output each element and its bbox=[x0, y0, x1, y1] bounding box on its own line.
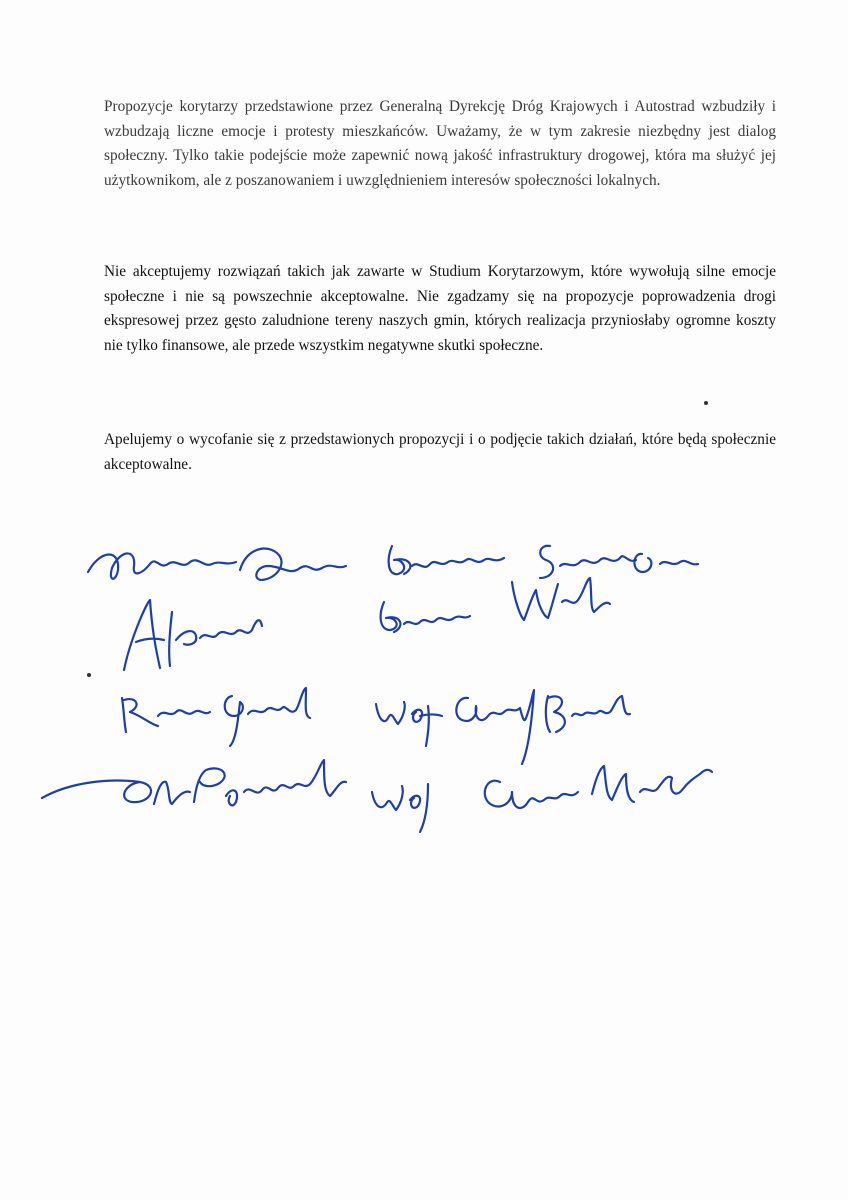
ink-dot bbox=[704, 401, 708, 405]
paragraph-1: Propozycje korytarzy przedstawione przez Generalną Dyrekcję Dróg Krajowych i Autostrad wzbudziły i wzbudzają liczne emocje i protesty mieszkańców. Uważamy, że w tym zakresie niezbędny jest dialog społeczny. Tylko takie podejście może zapewnić nową jakość infrastruktury drogowej, która ma służyć jej użytkownikom, ale z poszanowaniem i uwzględnieniem interesów społeczności lokalnych. bbox=[104, 98, 776, 189]
signatures-block bbox=[0, 520, 848, 840]
paragraph-3: Apelujemy o wycofanie się z przedstawionych propozycji i o podjęcie takich działań, które będą społecznie akceptowalne. bbox=[104, 431, 776, 473]
signature-2 bbox=[389, 546, 698, 578]
signature-5 bbox=[122, 688, 310, 746]
paragraph-2: Nie akceptujemy rozwiązań takich jak zawarte w Studium Korytarzowym, które wywołują silne emocje społeczne i nie są powszechnie akceptowalne. Nie zgadzamy się na propozycje poprowadzenia drogi ekspresowej przez gęsto zaludnione tereny naszych gmin, których realizacja przyniosłaby ogromne koszty nie tylko finansowe, ale przede wszystkim negatywne skutki społeczne. bbox=[104, 263, 776, 354]
signature-6 bbox=[376, 690, 630, 764]
signature-1 bbox=[88, 549, 346, 580]
signature-4 bbox=[381, 578, 610, 632]
signature-3 bbox=[124, 600, 262, 670]
signature-7 bbox=[42, 760, 712, 832]
